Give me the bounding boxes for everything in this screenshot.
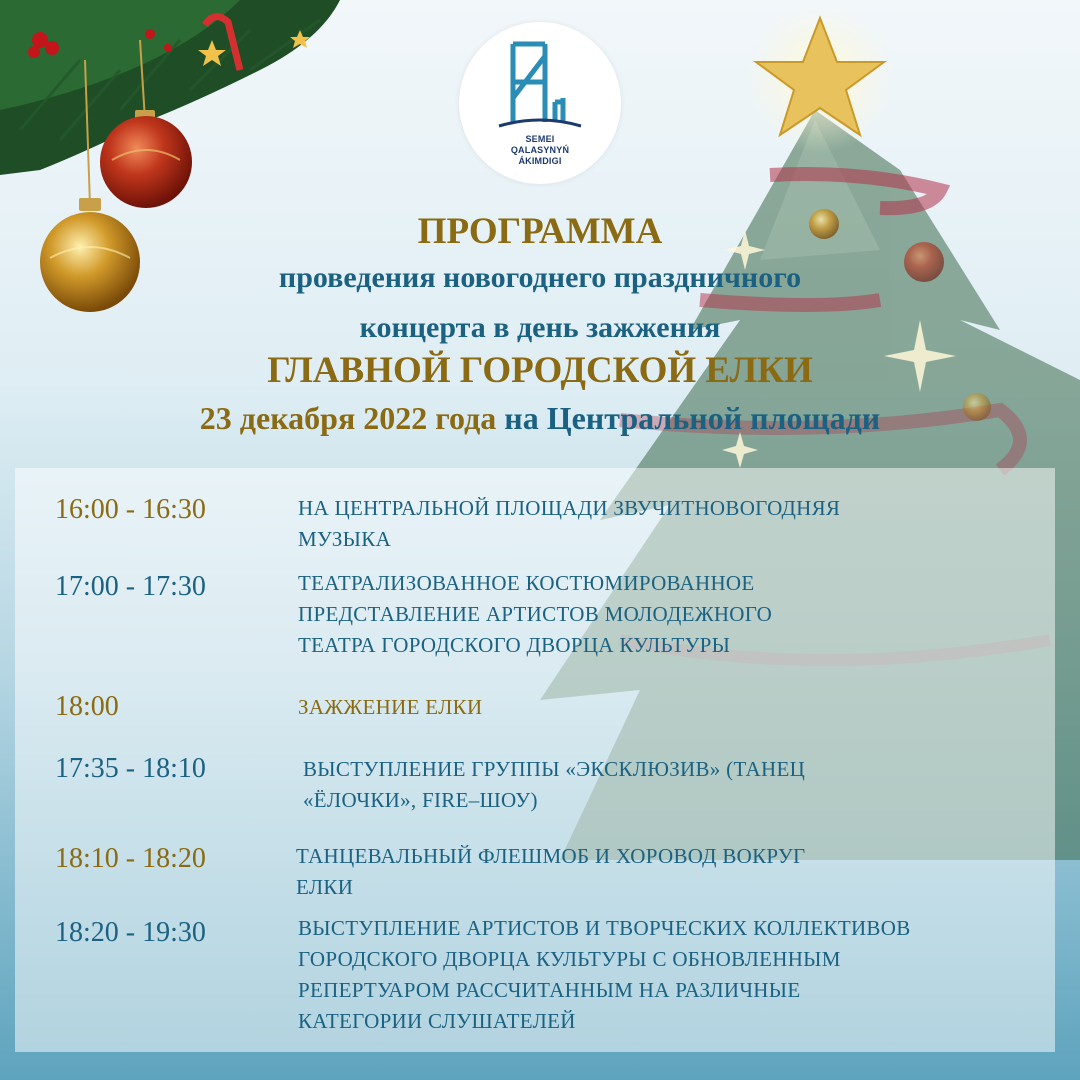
logo-text-line-2: QALASYNYŃ [510, 145, 570, 155]
schedule-activity [298, 913, 1038, 1037]
activity-line: ТЕАТРАЛИЗОВАННОЕ КОСТЮМИРОВАННОЕ [298, 571, 755, 595]
page-title: ПРОГРАММА [417, 211, 663, 252]
event-date: 23 декабря 2022 года [199, 400, 497, 436]
logo-text-line-1: SEMEI [525, 134, 555, 144]
schedule-time: 18:00 [55, 691, 119, 722]
activity-line: ТЕАТРА ГОРОДСКОГО ДВОРЦА КУЛЬТУРЫ [298, 633, 731, 657]
activity-line: ГОРОДСКОГО ДВОРЦА КУЛЬТУРЫ С ОБНОВЛЕННЫМ [298, 947, 841, 971]
activity-line: ЗАЖЖЕНИЕ ЕЛКИ [298, 695, 483, 719]
activity-line: ПРЕДСТАВЛЕНИЕ АРТИСТОВ МОЛОДЕЖНОГО [298, 602, 773, 626]
schedule-time: 17:35 - 18:10 [55, 753, 206, 784]
activity-line: НА ЦЕНТРАЛЬНОЙ ПЛОЩАДИ ЗВУЧИТНОВОГОДНЯЯ [298, 496, 841, 520]
schedule-activity [298, 493, 1038, 555]
activity-line: РЕПЕРТУАРОМ РАССЧИТАННЫМ НА РАЗЛИЧНЫЕ [298, 978, 801, 1002]
event-place: на Центральной площади [496, 400, 881, 436]
event-date-place [60, 398, 1020, 438]
activity-line: ВЫСТУПЛЕНИЕ ГРУППЫ «ЭКСКЛЮЗИВ» (ТАНЕЦ [303, 757, 806, 781]
schedule-time: 17:00 - 17:30 [55, 571, 206, 602]
activity-line: ВЫСТУПЛЕНИЕ АРТИСТОВ И ТВОРЧЕСКИХ КОЛЛЕКТИВОВ [298, 916, 911, 940]
schedule-activity [303, 754, 1043, 816]
logo-text-line-3: ÁKIMDIGI [518, 156, 562, 166]
subtitle-line-1: проведения новогоднего праздничного [278, 261, 802, 294]
schedule-time: 18:10 - 18:20 [55, 843, 206, 874]
red-ornament [100, 116, 192, 208]
schedule-activity [298, 692, 1038, 723]
subtitle-line-2: концерта в день зажжения [359, 311, 721, 344]
schedule-time: 16:00 - 16:30 [55, 494, 206, 525]
schedule-activity [296, 841, 1036, 903]
logo [459, 22, 621, 184]
activity-line: ТАНЦЕВАЛЬНЫЙ ФЛЕШМОБ И ХОРОВОД ВОКРУГ [296, 844, 806, 868]
schedule-activity [298, 568, 1038, 661]
schedule-time: 18:20 - 19:30 [55, 917, 206, 948]
activity-line: МУЗЫКА [298, 527, 392, 551]
subtitle-line-3: ГЛАВНОЙ ГОРОДСКОЙ ЕЛКИ [267, 350, 813, 391]
activity-line: ЕЛКИ [296, 875, 354, 899]
activity-line: «ЁЛОЧКИ», FIRE–ШОУ) [303, 788, 538, 812]
activity-line: КАТЕГОРИИ СЛУШАТЕЛЕЙ [298, 1009, 576, 1033]
